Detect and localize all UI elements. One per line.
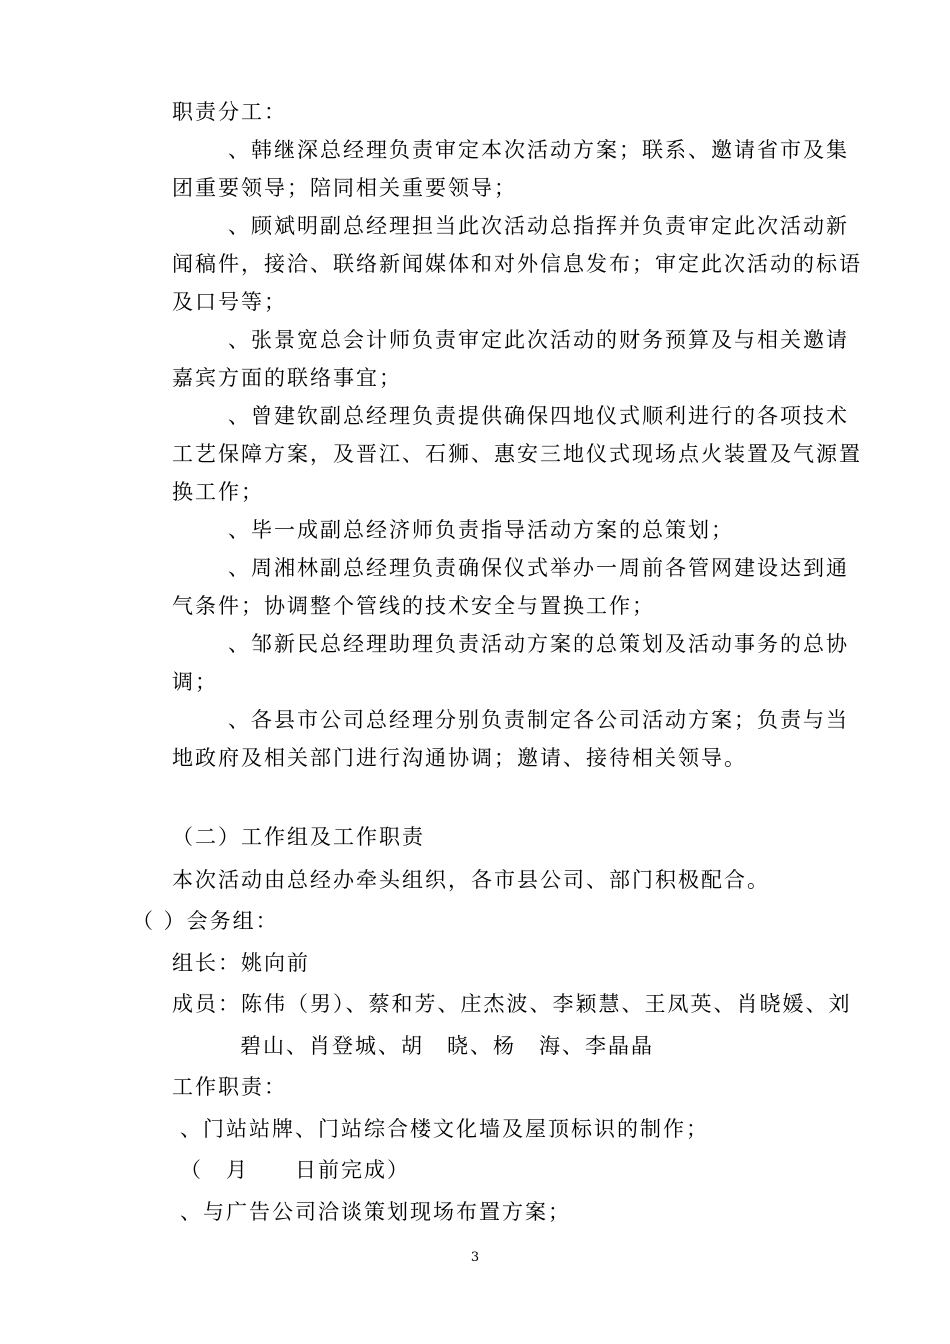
work-duties-label: 工作职责： [172, 1075, 287, 1099]
group-members: 成员：陈伟（男）、蔡和芳、庄杰波、李颖慧、王凤英、肖晓媛、刘 [172, 992, 852, 1016]
duty-item-text: 工艺保障方案，及晋江、石狮、惠安三地仪式现场点火装置及气源置 [172, 442, 862, 466]
page-number: 3 [470, 1250, 480, 1265]
group-heading: （ ）会务组： [132, 909, 279, 933]
duty-item-text: 、曾建钦副总经理负责提供确保四地仪式顺利进行的各项技术 [228, 404, 849, 428]
duties-heading: 职责分工： [172, 100, 287, 124]
duty-item-text: 、邹新民总经理助理负责活动方案的总策划及活动事务的总协 [228, 632, 849, 656]
duty-item-text: 团重要领导；陪同相关重要领导； [172, 176, 517, 200]
duty-item-text: 、张景宽总会计师负责审定此次活动的财务预算及与相关邀请 [228, 328, 849, 352]
duty-item-text: 、韩继深总经理负责审定本次活动方案；联系、邀请省市及集 [228, 138, 849, 162]
duty-item-text: 调； [172, 670, 218, 694]
section-intro: 本次活动由总经办牵头组织，各市县公司、部门积极配合。 [172, 868, 770, 892]
duty-item-text: 气条件；协调整个管线的技术安全与置换工作； [172, 594, 655, 618]
work-duty-item: 、门站站牌、门站综合楼文化墙及屋顶标识的制作； [180, 1117, 709, 1141]
deadline-note: （ 月 日前完成） [180, 1158, 410, 1182]
group-members: 碧山、肖登城、胡 晓、杨 海、李晶晶 [240, 1034, 654, 1058]
group-leader: 组长：姚向前 [172, 951, 310, 975]
work-duty-item: 、与广告公司洽谈策划现场布置方案； [180, 1200, 571, 1224]
duty-item-text: 、顾斌明副总经理担当此次活动总指挥并负责审定此次活动新 [228, 214, 849, 238]
duty-item-text: 、周湘林副总经理负责确保仪式举办一周前各管网建设达到通 [228, 556, 849, 580]
duty-item-text: 、毕一成副总经济师负责指导活动方案的总策划； [228, 518, 734, 542]
duty-item-text: 闻稿件，接洽、联络新闻媒体和对外信息发布；审定此次活动的标语 [172, 252, 862, 276]
duty-item-text: 及口号等； [172, 290, 287, 314]
section-heading: （二）工作组及工作职责 [172, 825, 425, 849]
duty-item-text: 换工作； [172, 480, 264, 504]
duty-item-text: 、各县市公司总经理分别负责制定各公司活动方案；负责与当 [228, 708, 849, 732]
duty-item-text: 嘉宾方面的联络事宜； [172, 366, 402, 390]
duty-item-text: 地政府及相关部门进行沟通协调；邀请、接待相关领导。 [172, 746, 747, 770]
